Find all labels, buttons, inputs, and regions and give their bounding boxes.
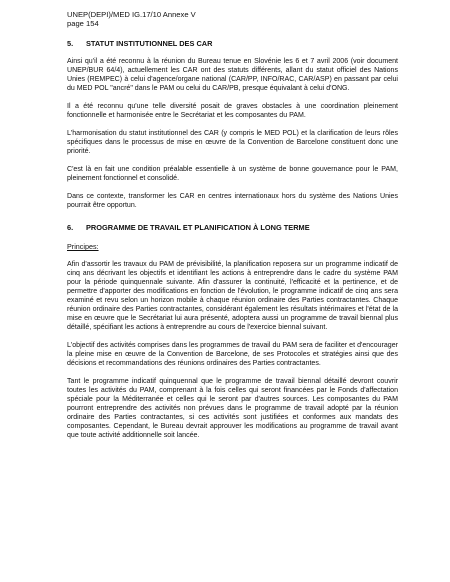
paragraph: Dans ce contexte, transformer les CAR en centres internationaux hors du système des Nations Unies pourrait être opportun.	[67, 193, 398, 209]
paragraph: Il a été reconnu qu'une telle diversité posait de graves obstacles à une coordination pleinement fonctionnelle et harmonisée entre le Secrétariat et les composantes du PAM.	[67, 103, 398, 119]
paragraph: Ainsi qu'il a été reconnu à la réunion du Bureau tenue en Slovénie les 6 et 7 avril 2006 (voir document UNEP/BUR 64/4), actuellement les CAR ont des statuts différents, allant du statut officiel des Nations Unies (REMPEC) à celui d'agence/organe national (CAR/PP, INFO/RAC, CAR/ASP) en passant par celui du MED POL "ancré" dans le PAM ou celui du CAR/PB, presque équivalant à celui d'ONG.	[67, 58, 398, 92]
subheading-principes: Principes:	[67, 242, 99, 251]
paragraph: C'est là en fait une condition préalable essentielle à un système de bonne gouvernance pour le PAM, pleinement fonctionnel et consolidé.	[67, 166, 398, 182]
section-number: 5.	[67, 39, 74, 48]
paragraph: L'objectif des activités comprises dans les programmes de travail du PAM sera de faciliter et d'encourager la pleine mise en œuvre de la Convention de Barcelone, de ses Protocoles et stratégies ainsi que des décisions et recommandations des réunions ordinaires des Parties contractantes.	[67, 342, 398, 367]
paragraph: Afin d'assortir les travaux du PAM de prévisibilité, la planification reposera sur un programme indicatif de cinq ans décrivant les objectifs et identifiant les actions à entreprendre dans le cadre du système PAM pour la période quinquennale suivante. Afin d'assurer la continuité, l'efficacité et la pertinence, et de permettre d'apporter des modifications en fonction de l'évolution, le programme indicatif de cinq ans sera examiné et revu selon un horizon mobile à chaque réunion ordinaire des Parties contractantes. Chaque réunion ordinaire des Parties contractantes, considérant également les résultats intérimaires et l'état de la mise en œuvre que le Secrétariat lui aura présenté, adoptera aussi un programme de travail biennal plus détaillé, spécifiant les actions à entreprendre au cours de l'exercice biennal suivant.	[67, 261, 398, 331]
page-header	[67, 10, 398, 28]
document-reference: UNEP(DEPI)/MED IG.17/10 Annexe V	[67, 10, 196, 19]
section-number: 6.	[67, 223, 74, 232]
paragraph: Tant le programme indicatif quinquennal que le programme de travail biennal détaillé devront couvrir toutes les activités du PAM, comprenant à la fois celles qui seront financées par le Fonds d'affectation spéciale pour la Méditerranée et celles qui le seront par d'autres sources. Les composantes du PAM pourront entreprendre des activités non prévues dans le programme de travail adopté par la réunion ordinaire des Parties contractantes, si ces activités sont justifiées et conformes aux mandats des composantes. Cependant, le Bureau devrait approuver les modifications au programme de travail avant que toute activité additionnelle soit lancée.	[67, 378, 398, 439]
paragraph: L'harmonisation du statut institutionnel des CAR (y compris le MED POL) et la clarification de leurs rôles spécifiques dans le processus de mise en œuvre de la Convention de Barcelone constituent donc une priorité.	[67, 130, 398, 155]
section-title: STATUT INSTITUTIONNEL DES CAR	[86, 39, 213, 48]
section-5-heading	[67, 39, 398, 48]
page-number: page 154	[67, 19, 99, 28]
section-6-heading	[67, 223, 398, 232]
section-title: PROGRAMME DE TRAVAIL ET PLANIFICATION À LONG TERME	[86, 223, 310, 232]
